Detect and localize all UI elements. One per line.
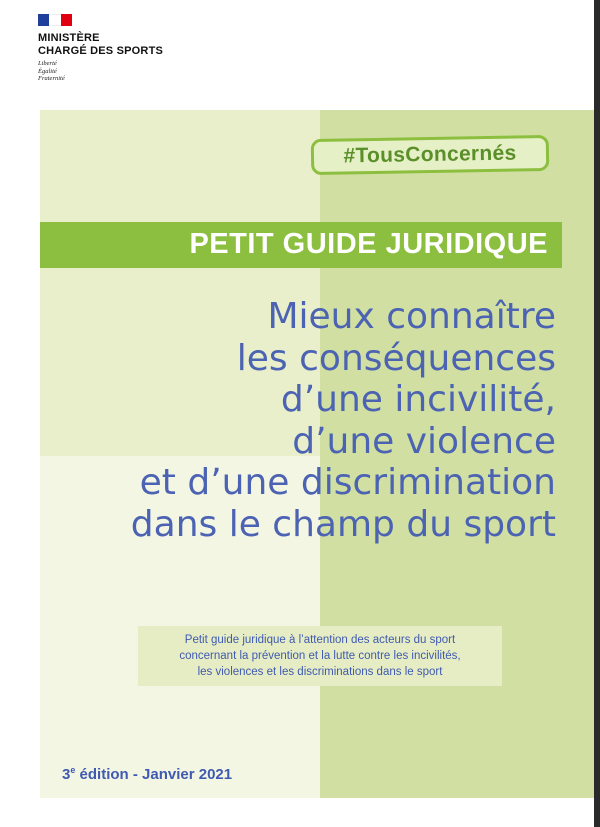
- motto-liberte: Liberté: [38, 60, 57, 67]
- title-band: [40, 222, 562, 268]
- hashtag-badge: [311, 135, 550, 175]
- subtitle-line: d’une incivilité,: [280, 379, 556, 420]
- description-line: Petit guide juridique à l’attention des acteurs du sport: [184, 634, 456, 646]
- french-flag-icon: [38, 14, 72, 26]
- edition-number: 3: [62, 766, 71, 783]
- motto-fraternite: Fraternité: [38, 75, 65, 82]
- description-line: les violences et les discriminations dans le sport: [197, 666, 443, 678]
- subtitle-line: et d’une discrimination: [139, 462, 556, 503]
- description-box: [138, 626, 502, 686]
- subtitle-line: dans le champ du sport: [130, 503, 556, 545]
- description-line: concernant la prévention et la lutte contre les incivilités,: [179, 650, 461, 662]
- ministry-logo: [38, 14, 198, 83]
- subtitle-line: d’une violence: [292, 420, 556, 462]
- cover-title: PETIT GUIDE JURIDIQUE: [189, 228, 548, 260]
- motto-egalite: Égalité: [38, 67, 57, 75]
- organization-line-1: MINISTÈRE: [38, 32, 100, 44]
- organization-line-2: CHARGÉ DES SPORTS: [38, 45, 164, 57]
- edition-suffix: e: [70, 765, 76, 775]
- organization-name: [38, 32, 198, 58]
- page-edge: [594, 0, 600, 827]
- edition-label: [62, 765, 232, 783]
- subtitle-line: les conséquences: [236, 337, 556, 379]
- subtitle-line: Mieux connaître: [267, 296, 556, 337]
- edition-date: édition - Janvier 2021: [75, 766, 233, 783]
- republic-motto: [38, 60, 118, 83]
- hashtag-text: #TousConcernés: [343, 141, 517, 168]
- cover-subtitle: [60, 296, 556, 545]
